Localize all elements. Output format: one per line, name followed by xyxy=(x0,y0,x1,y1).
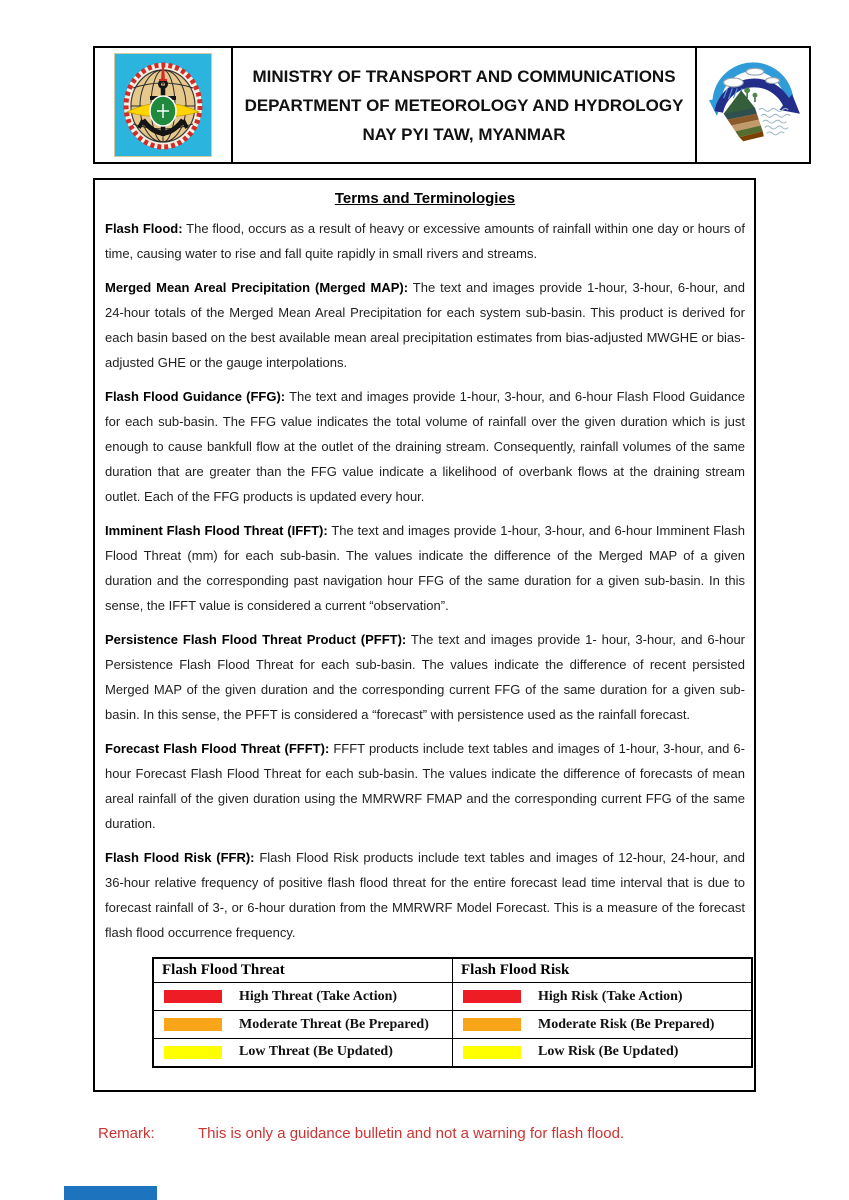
term-definition: The text and images provide 1-hour, 3-hour, and 6-hour Flash Flood Guidance for each sub-basin. The FFG value indicates the total volume of rainfall over the given duration which is just enough to cause bankfull flow at the outlet of the draining stream. Consequently, rainfall volumes of the same duration that are greater than the FFG value indicate a likelihood of overbank flows at the draining stream outlet. Each of the FFG products is updated every hour. xyxy=(105,389,745,504)
low-risk-label: Low Risk (Be Updated) xyxy=(538,1044,679,1060)
moderate-risk-label: Moderate Risk (Be Prepared) xyxy=(538,1016,715,1032)
ministry-name: MINISTRY OF TRANSPORT AND COMMUNICATIONS xyxy=(252,66,676,86)
moderate-threat-color-swatch xyxy=(164,1018,222,1031)
high-risk-label: High Risk (Take Action) xyxy=(538,988,683,1004)
water-cycle-logo-icon xyxy=(704,59,802,151)
legend-row-low xyxy=(153,1039,752,1067)
document-title: Terms and Terminologies xyxy=(334,190,516,207)
term-definition: The text and images provide 1-hour, 3-hour, and 6-hour Imminent Flash Flood Threat (mm) for each sub-basin. The values indicate the difference of the Merged MAP of a given duration and the corresponding past navigation hour FFG of the same duration for a given sub-basin. In this sense, the IFFT value is considered a current “observation”. xyxy=(105,523,746,613)
definition-paragraph-ffr xyxy=(105,845,745,945)
header-title-cell xyxy=(233,48,697,162)
term-label: Forecast Flash Flood Threat (FFFT): xyxy=(105,741,330,756)
term-definition: Flash Flood Risk products include text tables and images of 12-hour, 24-hour, and 36-hour relative frequency of positive flash flood threat for the entire forecast lead time interval that is due to forecast rainfall of 3-, or 6-hour duration from the MMRWRF Model Forecast. This is a measure of the forecast flash flood occurrence frequency. xyxy=(105,850,745,940)
definition-paragraph-flash-flood xyxy=(105,216,745,266)
term-label: Merged Mean Areal Precipitation (Merged MAP): xyxy=(105,280,409,295)
legend-threat-header: Flash Flood Threat xyxy=(153,958,453,983)
high-risk-color-swatch xyxy=(463,990,521,1003)
low-risk-color-swatch xyxy=(463,1046,521,1059)
header-right-logo-cell xyxy=(697,48,809,162)
low-threat-color-swatch xyxy=(164,1046,222,1059)
high-threat-color-swatch xyxy=(164,990,222,1003)
remark-line xyxy=(98,1124,624,1144)
department-name: DEPARTMENT OF METEOROLOGY AND HYDROLOGY xyxy=(244,95,684,115)
definition-paragraph-merged-map xyxy=(105,275,745,375)
remark-label: Remark: xyxy=(98,1125,155,1142)
term-label: Imminent Flash Flood Threat (IFFT): xyxy=(105,523,328,538)
header-table xyxy=(93,46,811,164)
page-footer-blue-bar xyxy=(64,1186,157,1200)
definition-paragraph-ifft xyxy=(105,518,745,618)
legend-row-moderate xyxy=(153,1011,752,1039)
term-definition: FFFT products include text tables and images of 1-hour, 3-hour, and 6-hour Forecast Flash Flood Threat for each sub-basin. The values indicate the difference of forecasts of mean areal rainfall of the given duration using the MMRWRF FMAP and the corresponding current FFG of the same duration. xyxy=(105,741,745,831)
moderate-risk-color-swatch xyxy=(463,1018,521,1031)
term-label: Flash Flood: xyxy=(105,221,183,236)
term-definition: The text and images provide 1- hour, 3-hour, and 6-hour Persistence Flash Flood Threat for each sub-basin. The values indicate the difference of recent persisted Merged MAP of the given duration and the corresponding current FFG of the same duration for a given sub-basin. In this sense, the PFFT is considered a “forecast” with persistence used as the rainfall forecast. xyxy=(105,632,746,722)
definition-paragraph-pfft xyxy=(105,627,745,727)
earth-strata-icon xyxy=(724,108,764,141)
definition-paragraph-ffg xyxy=(105,384,745,509)
definition-paragraph-ffft xyxy=(105,736,745,836)
water-waves-icon xyxy=(759,108,790,134)
legend-risk-header: Flash Flood Risk xyxy=(453,958,753,983)
header-left-logo-cell xyxy=(95,48,233,162)
term-definition: The flood, occurs as a result of heavy or excessive amounts of rainfall within one day or hours of time, causing water to rise and fall quite rapidly in small rivers and streams. xyxy=(105,221,745,261)
term-definition: The text and images provide 1-hour, 3-hour, 6-hour, and 24-hour totals of the Merged Mean Areal Precipitation for each system sub-basin. This product is derived for each basin based on the best available mean areal precipitation estimates from bias-adjusted MWGHE or bias-adjusted GHE or the gauge interpolations. xyxy=(105,280,746,370)
remark-text: This is only a guidance bulletin and not a warning for flash flood. xyxy=(198,1125,625,1142)
legend-row-high xyxy=(153,983,752,1011)
legend-table xyxy=(152,957,753,1068)
ministry-emblem-icon xyxy=(114,53,212,157)
legend-header-row xyxy=(153,958,752,983)
terms-box xyxy=(93,178,756,1092)
location-name: NAY PYI TAW, MYANMAR xyxy=(362,124,566,144)
term-label: Flash Flood Risk (FFR): xyxy=(105,850,255,865)
term-label: Flash Flood Guidance (FFG): xyxy=(105,389,286,404)
high-threat-label: High Threat (Take Action) xyxy=(239,988,398,1004)
moderate-threat-label: Moderate Threat (Be Prepared) xyxy=(239,1016,429,1032)
term-label: Persistence Flash Flood Threat Product (PFFT): xyxy=(105,632,407,647)
low-threat-label: Low Threat (Be Updated) xyxy=(239,1044,393,1060)
